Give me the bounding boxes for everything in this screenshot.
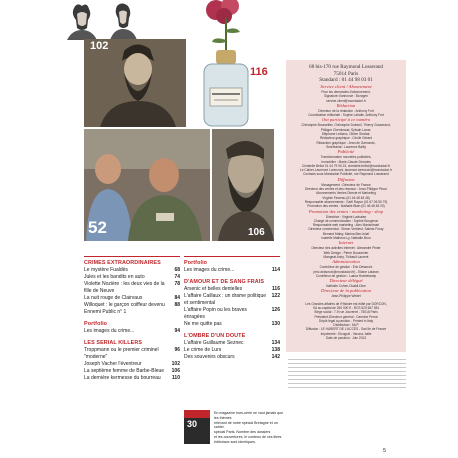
toc-item-title: Violette Nozière : les deux vies de la fille de Neuve bbox=[84, 281, 165, 294]
toc-item-page: 68 bbox=[174, 267, 180, 273]
toc-item-page: 130 bbox=[271, 321, 280, 327]
masthead-line: Signature d'annonce : Burogen bbox=[324, 94, 368, 99]
toc-item-page: 116 bbox=[271, 286, 280, 292]
toc-item[interactable] bbox=[84, 274, 180, 281]
toc-item[interactable] bbox=[184, 293, 280, 307]
toc-right-list-2 bbox=[184, 340, 280, 361]
masthead-section-title: Diffusion bbox=[337, 176, 355, 182]
page-folio: 5 bbox=[383, 448, 387, 454]
toc-item[interactable] bbox=[84, 375, 180, 382]
toc-item[interactable] bbox=[184, 267, 280, 274]
masthead-section-title: Ont participé à ce numéro bbox=[321, 117, 371, 123]
masthead-line: Transformation nouvelles publicités, bbox=[320, 155, 372, 160]
toc-item-title: Le crime de Lurs bbox=[184, 347, 222, 353]
toc-item-title: Joseph Vacher l'éventreur bbox=[84, 361, 142, 367]
toc-item[interactable] bbox=[84, 328, 180, 335]
masthead-line: Contrôleur de gestion : Luana Huertekamp bbox=[315, 273, 377, 278]
toc-item[interactable] bbox=[184, 347, 280, 354]
footer-note-line: spécial Paris. Nombre des dossiers bbox=[214, 430, 271, 435]
toc-section-title: L'OMBRE D'UN DOUTE bbox=[184, 333, 246, 339]
photo-bearded-man-2 bbox=[212, 129, 274, 241]
toc-item-title: Troppmann ou le premier criminel "moderne" bbox=[84, 347, 159, 360]
toc-item[interactable] bbox=[84, 368, 180, 375]
masthead-line: Directrice : Virginie Lachaise bbox=[325, 214, 367, 219]
toc-item[interactable] bbox=[84, 361, 180, 368]
footer-note-line: En magazine hors-série ne vaut jamais que les thèmes bbox=[214, 411, 284, 420]
masthead-line: Contacts sous Mondadori Publicité, rue Raymond Losserand bbox=[303, 172, 389, 177]
masthead-line: Christelle Bellot 01 44 79 06 23, christelle.bellot@mondadori.fr bbox=[301, 163, 391, 168]
toc-item-title: L'affaire Popin ou les braves énragées bbox=[184, 307, 247, 320]
masthead-line: (eric.delacroix@mondadori.fr) - Eliane Lataran bbox=[313, 269, 379, 274]
toc-item-page: 122 bbox=[271, 293, 280, 299]
toc-right bbox=[184, 260, 280, 361]
masthead-line: Rédaction graphique : Jean de Gamonds, bbox=[316, 140, 376, 145]
masthead-section-title: Publicité bbox=[337, 149, 355, 155]
masthead-line: Immobilier : Marie-Claude Derodes bbox=[321, 159, 371, 164]
toc-item-page: 94 bbox=[174, 328, 180, 334]
masthead-legal-line: Distribution : MLP bbox=[333, 323, 359, 328]
masthead-section-title: Directeur de la publication bbox=[321, 288, 371, 294]
masthead-legal bbox=[288, 302, 404, 341]
toc-item[interactable] bbox=[84, 302, 180, 316]
toc-portfolio-title: Portfolio bbox=[184, 260, 208, 266]
masthead-address-1: 68 bis-170 rue Raymond Losserand bbox=[308, 64, 384, 70]
masthead-line: Rédacteur graphique : Cécile Gérard bbox=[319, 136, 373, 141]
toc-item-title: L'affaire Caillaux : un drame politique et sentimental bbox=[184, 293, 267, 306]
toc-item[interactable] bbox=[184, 307, 280, 321]
toc-item-page: 96 bbox=[174, 347, 180, 353]
toc-section-title: D'AMOUR ET DE SANG FRAIS bbox=[184, 279, 265, 285]
perfume-bottle-icon bbox=[204, 50, 248, 126]
toc-item-title: La septième femme de Barbe-Bleue bbox=[84, 368, 165, 374]
toc-item[interactable] bbox=[84, 281, 180, 295]
masthead-line: Stéphane Leblanc, Olivier Sinclair, bbox=[321, 132, 371, 137]
masthead-line: Web Design : Pierre Bouzarnier bbox=[323, 250, 369, 255]
masthead-line: Isabelle Matheux-Ly, Nathalie Brun bbox=[321, 236, 371, 241]
toc-right-list-1 bbox=[184, 286, 280, 328]
toc-item[interactable] bbox=[184, 354, 280, 361]
masthead-legal-line: Diffusion : LE HUBERT DE L'ACCÈS - Sarl Ile de France bbox=[305, 327, 387, 332]
masthead-line: Promotion des ventes : Nathalie Blain (01 46 48 48 20) bbox=[307, 204, 385, 209]
masthead-sections bbox=[288, 84, 404, 299]
masthead-line: Directeur de la rédaction : Anthony Fort bbox=[318, 108, 374, 113]
masthead-legal-line: Président-Directeur général : Carmine Perna bbox=[314, 314, 378, 319]
toc-left-rule bbox=[84, 256, 180, 257]
masthead bbox=[288, 64, 404, 340]
thumbnail-label: 30 bbox=[187, 419, 198, 429]
toc-left-list-1 bbox=[84, 267, 180, 316]
legal-notice-text bbox=[288, 356, 406, 390]
photo-bearded-man bbox=[84, 39, 186, 127]
toc-section-title: CRIMES EXTRAORDINAIRES bbox=[84, 260, 161, 266]
toc-item-page: 84 bbox=[174, 295, 180, 301]
bearded-man-image bbox=[212, 129, 274, 241]
toc-left-list-2 bbox=[84, 347, 180, 382]
masthead-section-title: Rédaction bbox=[336, 102, 356, 108]
portrait-image bbox=[84, 39, 186, 127]
toc-item[interactable] bbox=[84, 295, 180, 302]
masthead-line: service.client@mondadori.fr bbox=[326, 98, 366, 103]
magazine-cover-thumbnail bbox=[184, 410, 210, 444]
toc-item-title: L'affaire Guillaume Seznec bbox=[184, 340, 244, 346]
perfume-bottle-illustration bbox=[196, 0, 264, 128]
masthead-section-title: Directeur délégué bbox=[329, 278, 363, 284]
toc-item-page: 78 bbox=[174, 281, 180, 287]
masthead-section-title: Administration bbox=[332, 259, 360, 265]
toc-portfolio-title: Portfolio bbox=[84, 321, 108, 327]
masthead-line: Directeur des activités Internet : Alexandre Pinter bbox=[311, 246, 381, 251]
toc-item[interactable] bbox=[184, 321, 280, 328]
toc-item-page: 88 bbox=[174, 302, 180, 308]
toc-item[interactable] bbox=[84, 267, 180, 274]
toc-item-title: Les images du crime... bbox=[84, 328, 135, 334]
toc-item-title: Arsenic et belles dentelles bbox=[184, 286, 243, 292]
masthead-section-title: Internet bbox=[338, 240, 354, 246]
masthead-legal-line: Dépôt légal à parution - Printed in Italy bbox=[318, 318, 374, 323]
toc-item-title: La nuit rouge de Clairvaux bbox=[84, 295, 143, 301]
page-number-116: 116 bbox=[250, 66, 268, 78]
masthead-line: Responsable abonnements : Gaël Rayon (01 67 06 50 79) bbox=[304, 199, 388, 204]
masthead-line: Chargé de communication : Sophie Bougeron bbox=[313, 218, 379, 223]
toc-item-title: La dernière kermesse du bourreau bbox=[84, 375, 161, 381]
masthead-section-title: Service client / Abonnement bbox=[320, 84, 372, 89]
engraved-portraits bbox=[62, 2, 150, 40]
toc-item-title: Les images du crime... bbox=[184, 267, 235, 273]
toc-item-page: 74 bbox=[174, 274, 180, 280]
engraved-portrait-icon bbox=[67, 4, 97, 40]
masthead-line: Bernard Maisy, Marina Ben-Ishaï bbox=[322, 231, 370, 236]
toc-item[interactable] bbox=[84, 347, 180, 361]
toc-item-page: 138 bbox=[271, 347, 280, 353]
legal-notice-lines bbox=[288, 356, 406, 390]
masthead-line: Secrétariat : Laurence Bailly bbox=[326, 144, 366, 149]
masthead-line: Virginie Favreau (01 46 48 48 48) bbox=[322, 195, 370, 200]
toc-item[interactable] bbox=[184, 340, 280, 347]
footer-note-line: éditoriaux sont identiques. bbox=[214, 439, 256, 444]
masthead-line: Philippe Cheminaud, Sylvain Larue, bbox=[320, 127, 372, 132]
masthead-line: Christophe Bourseiller, Christophe Dutreuil, Thierry Gosserand, bbox=[301, 123, 391, 128]
toc-item-page: 110 bbox=[171, 375, 180, 381]
masthead-line: Directeur commercial : Simon Verbiest, Sabine Foray bbox=[308, 227, 384, 232]
page-number-102: 102 bbox=[90, 40, 109, 52]
toc-section-title: LES SERIAL KILLERS bbox=[84, 340, 143, 346]
masthead-line: Pour les demandes d'abonnement, bbox=[321, 90, 371, 94]
masthead-line: Le Cahier-Laurence Lorenzoni, laurence.lorenzoni@mondadori.fr bbox=[299, 168, 392, 173]
toc-right-rule bbox=[184, 256, 280, 257]
toc-item[interactable] bbox=[184, 286, 280, 293]
masthead-legal-line: SA au capital de 250 000 € - RCS 520 657 551 bbox=[312, 305, 380, 310]
toc-left bbox=[84, 260, 180, 382]
toc-item-page: 106 bbox=[171, 368, 180, 374]
toc-item-title: Le mystère Fualdès bbox=[84, 267, 128, 273]
footer-note bbox=[214, 411, 284, 445]
masthead-legal-line: Imprimerie : Elcograf - Verona, Italie bbox=[320, 331, 372, 336]
masthead-line: Contrôleur de gestion : Eric Delacroix bbox=[319, 265, 373, 270]
rose-icon bbox=[206, 0, 240, 55]
toc-item-page: 142 bbox=[271, 354, 280, 360]
masthead-standard: Standard : 01 44 98 03 01 bbox=[319, 77, 373, 83]
toc-item-page: 134 bbox=[271, 340, 280, 346]
masthead-legal-line: Date de parution : Juin 2013 bbox=[325, 336, 367, 341]
engraved-portrait-icon bbox=[110, 4, 137, 41]
masthead-line: Directeur des ventes et des réseaux : Jean-Philippe Pinon bbox=[304, 187, 388, 192]
masthead-line: Responsable web marketing : Alex Marisnimari bbox=[312, 223, 380, 228]
masthead-legal-line: Siège social : 7-9 rue Jouvenet - 75016 Paris bbox=[314, 310, 378, 315]
page-number-52: 52 bbox=[88, 218, 107, 237]
toc-item-page: 126 bbox=[271, 307, 280, 313]
masthead-legal-line: Les Grandes affaires de l'Histoire est édité par DORCON, bbox=[305, 301, 387, 306]
masthead-line: Coordination éditoriale : Sophie Lahalle, Anthony Fort bbox=[308, 113, 384, 118]
toc-item-page: 114 bbox=[271, 267, 280, 273]
toc-item-title: Willoquet : le garçon coiffeur devenu Ennemi Public n° 1 bbox=[84, 302, 165, 315]
masthead-address-2: 75014 Paris bbox=[333, 70, 359, 77]
masthead-line: Management : Directeur de France bbox=[321, 182, 371, 187]
page-number-106: 106 bbox=[248, 227, 265, 238]
toc-item-title: Des souvenirs obscurs bbox=[184, 354, 235, 360]
toc-item-title: Ne me quitte pas bbox=[184, 321, 222, 327]
masthead-line: Abonnements Ventes Directe et Marketing bbox=[316, 191, 376, 196]
masthead-section-title: Promotion des ventes - marketing - shop bbox=[308, 208, 384, 214]
masthead-line: Mangeat Andy, Thibault Laurent bbox=[323, 254, 369, 259]
masthead-line: Nathalie Cohen-Ouakil-Dine bbox=[326, 284, 366, 289]
toc-item-title: Jules et les bandits en auto bbox=[84, 274, 145, 280]
footer-note-line: et les couvertures, le contenu de ces titres bbox=[214, 434, 282, 439]
masthead-line: Jean-Philippe Wedet bbox=[331, 294, 361, 299]
toc-item-page: 102 bbox=[171, 361, 180, 367]
footer-note-line: relevant de notre spécial Bretagne et un cahier bbox=[214, 420, 278, 430]
